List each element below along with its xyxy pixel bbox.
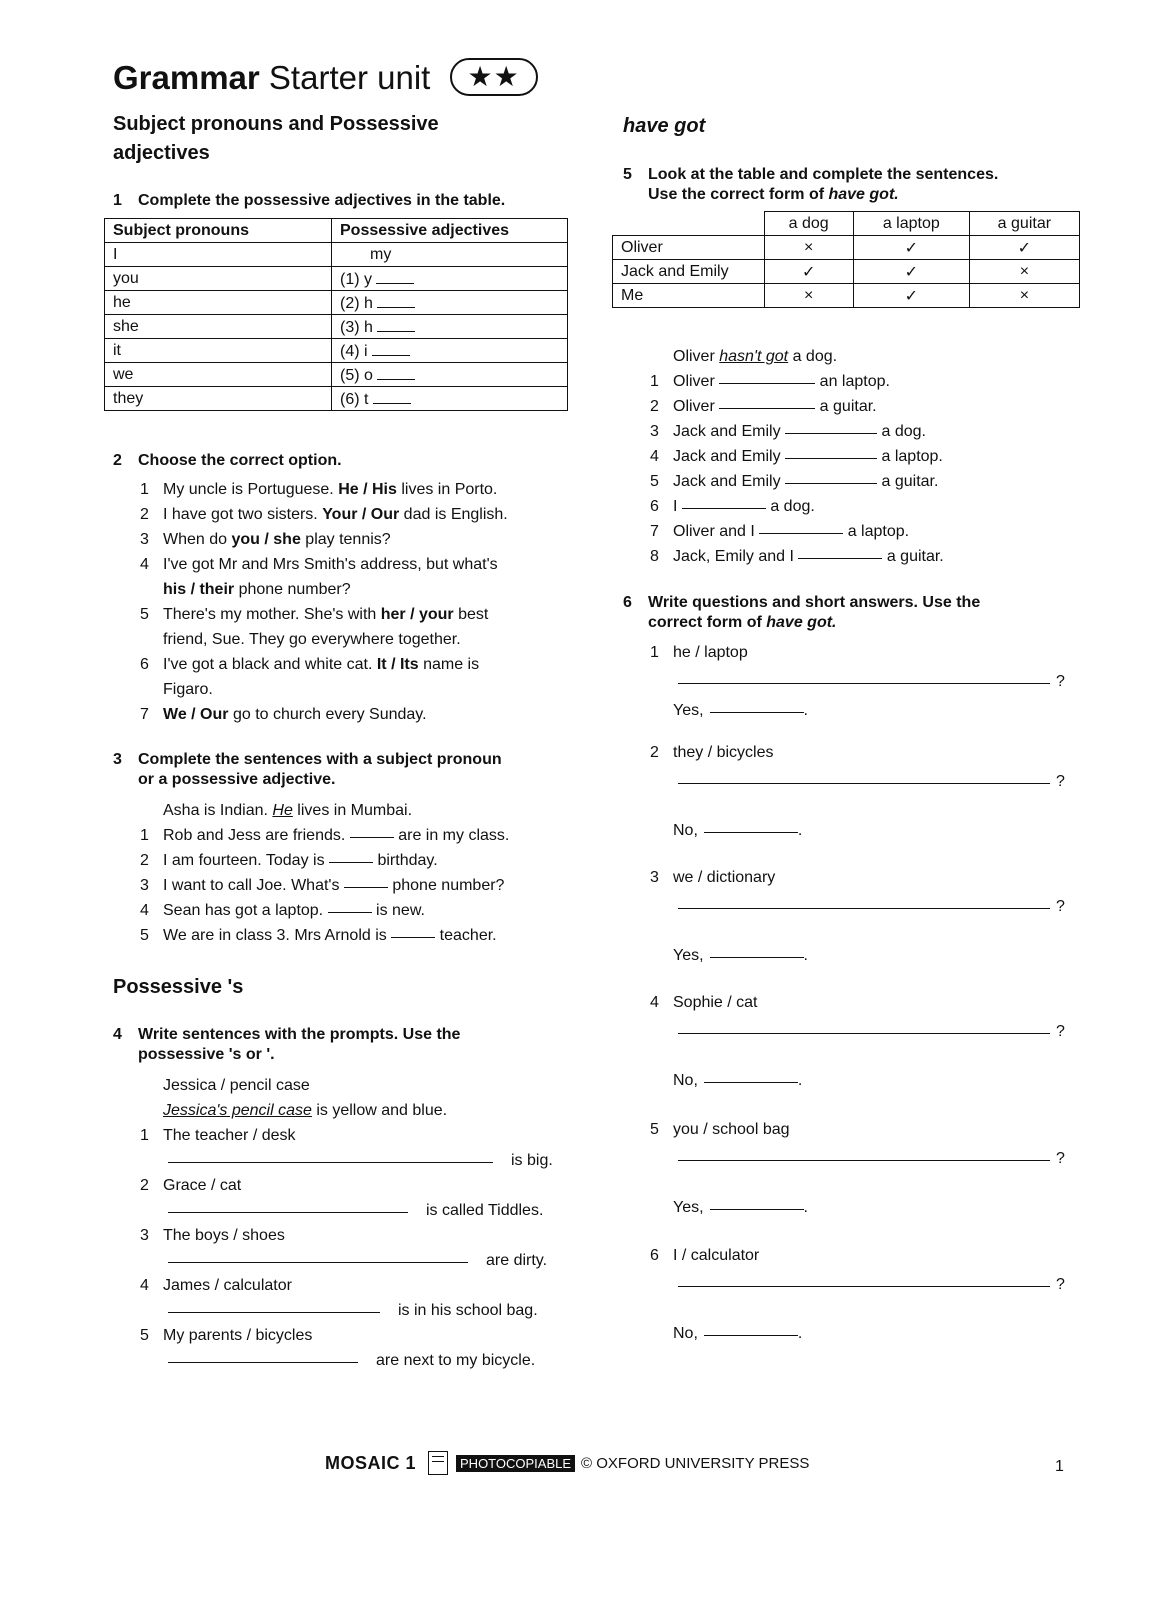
answer-line: is called Tiddles. [140, 1198, 560, 1223]
answer-blank[interactable] [759, 519, 843, 534]
publisher-text: © OXFORD UNIVERSITY PRESS [581, 1454, 810, 1472]
exercise-6-item: 5 you / school bag ? Yes, . [650, 1121, 1065, 1216]
section-title-have-got: have got [623, 115, 706, 137]
exercise-4-heading [113, 1025, 460, 1065]
answer-blank[interactable] [350, 823, 394, 838]
check-mark: ✓ [853, 284, 969, 308]
table-cell: (3) h [332, 315, 568, 339]
answer-blank[interactable] [719, 394, 815, 409]
table-cell: they [105, 387, 332, 411]
list-item: 7 We / Our go to church every Sunday. [140, 702, 508, 727]
check-mark: ✓ [764, 260, 853, 284]
answer-blank[interactable] [785, 469, 877, 484]
table-cell: he [105, 291, 332, 315]
exercise-instruction: Complete the possessive adjectives in the table. [138, 192, 506, 209]
exercise-5-heading: 5 Look at the table and complete the sentences. Use the correct form of have got. [623, 166, 999, 203]
table-corner [613, 212, 765, 236]
list-item: 4 Jack and Emily a laptop. [650, 444, 944, 469]
option-choice[interactable]: Your / Our [322, 506, 400, 523]
list-item: 4 I've got Mr and Mrs Smith's address, but what's [140, 556, 498, 573]
exercise-6-item: 3 we / dictionary ? Yes, . [650, 869, 1065, 964]
list-item: 1 Rob and Jess are friends. are in my class. [140, 823, 509, 848]
brand-logo: MOSAIC 1 [325, 1452, 417, 1473]
answer-blank[interactable] [391, 923, 435, 938]
option-choice[interactable]: It / Its [376, 656, 419, 673]
exercise-number: 4 [113, 1026, 122, 1043]
exercise-6-item: 4 Sophie / cat ? No, . [650, 994, 1065, 1089]
list-item: 6 I've got a black and white cat. It / Its name is [140, 652, 508, 677]
answer-blank[interactable] [710, 1195, 804, 1210]
exercise-instruction: Choose the correct option. [138, 452, 342, 469]
answer-blank[interactable] [377, 365, 415, 380]
exercise-instruction: Write questions and short answers. Use the [648, 594, 981, 611]
answer-line: is big. [140, 1148, 560, 1173]
exercise-instruction: Complete the sentences with a subject pronoun [138, 751, 502, 768]
answer-blank[interactable] [372, 341, 410, 356]
exercise-6-heading: 6 Write questions and short answers. Use the correct form of have got. [623, 594, 981, 631]
question-blank[interactable] [678, 1019, 1050, 1034]
answer-blank[interactable] [168, 1248, 468, 1263]
answer-blank[interactable] [344, 873, 388, 888]
answer-blank[interactable] [785, 444, 877, 459]
exercise-1-heading [113, 191, 505, 211]
page-title-bold: Grammar [113, 59, 260, 96]
check-mark: ✓ [853, 236, 969, 260]
photocopy-icon [428, 1451, 448, 1475]
page-footer [325, 1451, 809, 1475]
exercise-6-item: 1 he / laptop ? Yes, . [650, 644, 1065, 719]
table-header: Subject pronouns [105, 219, 332, 243]
table-row-label: Jack and Emily [613, 260, 765, 284]
table-cell: it [105, 339, 332, 363]
list-item: 3 I want to call Joe. What's phone number? [140, 873, 509, 898]
section-title-possessive-s: Possessive 's [113, 976, 244, 998]
example-prompt: Jessica / pencil case [163, 1077, 310, 1094]
table-cell: (2) h [332, 291, 568, 315]
list-item: 1 The teacher / desk [140, 1127, 296, 1144]
answer-blank[interactable] [710, 943, 804, 958]
list-item: 2 Grace / cat [140, 1177, 242, 1194]
table-cell: (4) i [332, 339, 568, 363]
option-choice[interactable]: you / she [231, 531, 301, 548]
exercise-3-items [140, 798, 509, 948]
table-header: Possessive adjectives [332, 219, 568, 243]
table-cell: I [105, 243, 332, 267]
question-blank[interactable] [678, 769, 1050, 784]
exercise-number: 2 [113, 452, 122, 469]
list-item: 7 Oliver and I a laptop. [650, 519, 944, 544]
section-title-pronouns: Subject pronouns and Possessive adjectives [113, 113, 439, 164]
answer-blank[interactable] [704, 1321, 798, 1336]
answer-blank[interactable] [168, 1348, 358, 1363]
example-line: Oliver hasn't got a dog. [673, 348, 838, 365]
list-item: friend, Sue. They go everywhere together. [163, 631, 461, 648]
question-blank[interactable] [678, 1272, 1050, 1287]
option-choice[interactable]: He / His [338, 481, 397, 498]
check-mark: ✓ [969, 236, 1079, 260]
list-item: 5 My parents / bicycles [140, 1327, 313, 1344]
table-cell: (6) t [332, 387, 568, 411]
exercise-6-item: 2 they / bicycles ? No, . [650, 744, 1065, 839]
answer-blank[interactable] [704, 818, 798, 833]
answer-blank[interactable] [168, 1298, 380, 1313]
answer-blank[interactable] [682, 494, 766, 509]
table-row-label: Oliver [613, 236, 765, 260]
answer-blank[interactable] [377, 317, 415, 332]
question-blank[interactable] [678, 669, 1050, 684]
cross-mark: × [969, 260, 1079, 284]
table-cell: (5) o [332, 363, 568, 387]
answer-blank[interactable] [785, 419, 877, 434]
cross-mark: × [764, 284, 853, 308]
exercise-2-items [140, 477, 508, 727]
list-item: 5 We are in class 3. Mrs Arnold is teacher. [140, 923, 509, 948]
difficulty-stars: ★★ [450, 58, 538, 96]
option-choice[interactable]: We / Our [163, 706, 229, 723]
table-cell: (1) y [332, 267, 568, 291]
list-item: 3 Jack and Emily a dog. [650, 419, 944, 444]
table-cell: my [332, 243, 568, 267]
answer-line: is in his school bag. [140, 1298, 560, 1323]
list-item: 4 James / calculator [140, 1277, 292, 1294]
list-item: 1 Oliver an laptop. [650, 369, 944, 394]
answer-blank[interactable] [719, 369, 815, 384]
cross-mark: × [969, 284, 1079, 308]
photocopiable-badge: PHOTOCOPIABLE [456, 1455, 575, 1472]
list-item: Figaro. [163, 681, 213, 698]
list-item: 3 When do you / she play tennis? [140, 527, 508, 552]
option-choice[interactable]: his / their [163, 581, 235, 598]
example-line: Jessica's pencil case is yellow and blue. [163, 1102, 448, 1119]
list-item: his / their phone number? [140, 577, 508, 602]
answer-blank[interactable] [329, 848, 373, 863]
list-item: 2 I am fourteen. Today is birthday. [140, 848, 509, 873]
exercise-number: 1 [113, 192, 122, 209]
exercise-5-items [650, 344, 944, 569]
table-header: a guitar [969, 212, 1079, 236]
example-line: Asha is Indian. He lives in Mumbai. [163, 802, 413, 819]
answer-line: are next to my bicycle. [140, 1348, 560, 1373]
table-cell: you [105, 267, 332, 291]
answer-blank[interactable] [373, 389, 411, 404]
option-choice[interactable]: her / your [380, 606, 454, 623]
page-title [113, 58, 538, 97]
cross-mark: × [764, 236, 853, 260]
table-header: a laptop [853, 212, 969, 236]
exercise-4-items [140, 1073, 560, 1373]
list-item: 6 I a dog. [650, 494, 944, 519]
exercise-number: 5 [623, 166, 632, 183]
table-cell: she [105, 315, 332, 339]
list-item: 2 I have got two sisters. Your / Our dad is English. [140, 502, 508, 527]
list-item: 2 Oliver a guitar. [650, 394, 944, 419]
exercise-6-item: 6 I / calculator ? No, . [650, 1247, 1065, 1342]
table-cell: we [105, 363, 332, 387]
answer-line: are dirty. [140, 1248, 560, 1273]
answer-blank[interactable] [168, 1198, 408, 1213]
answer-blank[interactable] [328, 898, 372, 913]
list-item: 8 Jack, Emily and I a guitar. [650, 544, 944, 569]
have-got-table [612, 211, 1080, 308]
table-row-label: Me [613, 284, 765, 308]
exercise-number: 6 [623, 594, 632, 611]
exercise-instruction: Look at the table and complete the sentences. [648, 166, 999, 183]
list-item: 5 Jack and Emily a guitar. [650, 469, 944, 494]
list-item: 4 Sean has got a laptop. is new. [140, 898, 509, 923]
exercise-instruction: possessive 's or '. [138, 1046, 275, 1063]
answer-blank[interactable] [710, 698, 804, 713]
table-header: a dog [764, 212, 853, 236]
exercise-instruction: Write sentences with the prompts. Use the [138, 1026, 461, 1043]
list-item: 5 There's my mother. She's with her / your best [140, 602, 508, 627]
answer-blank[interactable] [377, 293, 415, 308]
exercise-number: 3 [113, 751, 122, 768]
question-blank[interactable] [678, 1146, 1050, 1161]
question-blank[interactable] [678, 894, 1050, 909]
exercise-instruction: or a possessive adjective. [138, 771, 336, 788]
page-title-rest: Starter unit [268, 59, 431, 96]
pronoun-table [104, 218, 568, 411]
answer-blank[interactable] [798, 544, 882, 559]
answer-blank[interactable] [376, 269, 414, 284]
page-number: 1 [1055, 1458, 1064, 1475]
answer-blank[interactable] [704, 1068, 798, 1083]
list-item: 3 The boys / shoes [140, 1227, 285, 1244]
answer-blank[interactable] [168, 1148, 493, 1163]
exercise-2-heading [113, 451, 342, 471]
check-mark: ✓ [853, 260, 969, 284]
list-item: 1 My uncle is Portuguese. He / His lives in Porto. [140, 477, 508, 502]
exercise-3-heading [113, 750, 502, 790]
